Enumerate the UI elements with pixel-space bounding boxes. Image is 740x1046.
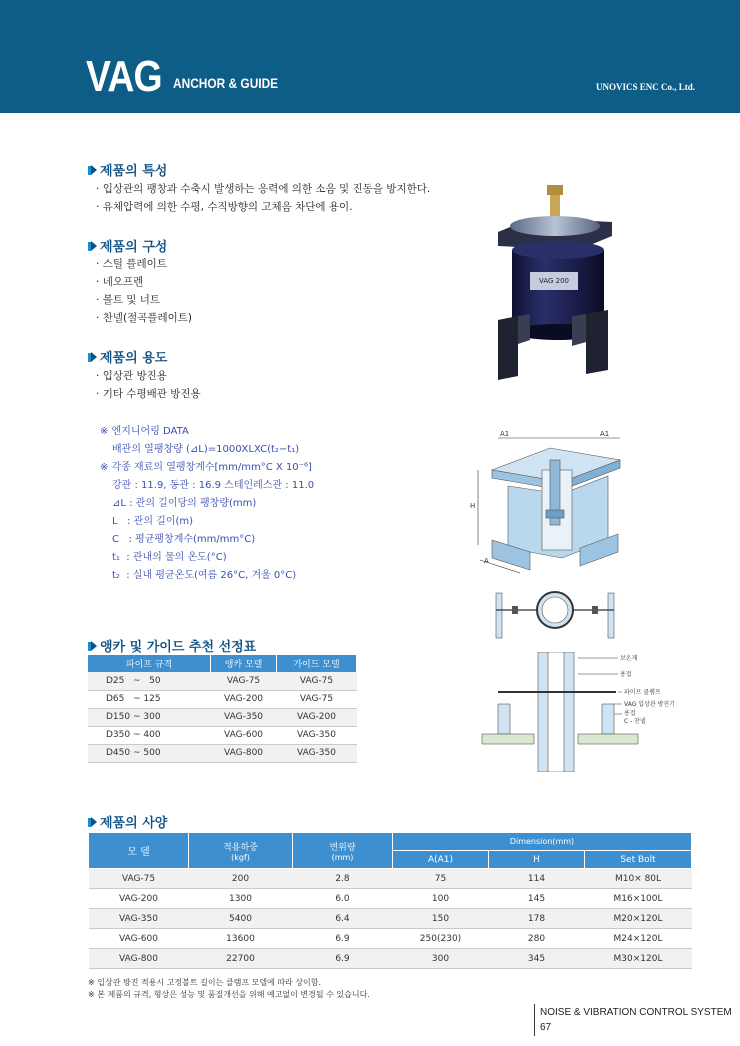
section-arrow-icon	[88, 164, 97, 176]
cell: VAG-75	[276, 690, 356, 708]
table-row	[88, 708, 357, 726]
spec-heading-text: 제품의 사양	[100, 816, 168, 831]
cell: VAG-350	[89, 909, 189, 929]
cell: 6.4	[293, 909, 393, 929]
eng-line: t₁ : 관내의 물의 온도(°C)	[112, 552, 227, 563]
selection-table	[88, 655, 357, 763]
disp-unit: (mm)	[331, 852, 354, 862]
cell: VAG-200	[276, 708, 356, 726]
composition-heading-text: 제품의 구성	[100, 240, 168, 255]
load-header: 적용하중	[223, 842, 258, 853]
cell: 150	[393, 909, 489, 929]
usage-heading	[88, 347, 167, 366]
eng-line: C : 평균팽창계수(mm/mm°C)	[112, 534, 256, 545]
usage-list	[96, 367, 201, 403]
cell: 145	[489, 889, 585, 909]
cell: 300	[393, 949, 489, 969]
cell: VAG-75	[89, 869, 189, 889]
page-title: VAG	[86, 52, 162, 101]
eng-line: L : 관의 길이(m)	[112, 516, 194, 527]
list-item: · 유체압력에 의한 수평, 수직방향의 고체음 차단에 용이.	[96, 198, 430, 216]
section-arrow-icon	[88, 816, 97, 828]
channel-leg-icon	[498, 316, 518, 380]
cell: M24×120L	[585, 929, 692, 949]
cell: 6.0	[293, 889, 393, 909]
eng-line: 배관의 열팽창량 (⊿L)=1000XLXC(t₂−t₁)	[112, 444, 300, 455]
cell: M10× 80L	[585, 869, 692, 889]
diagram-label: C - 찬넬	[624, 718, 646, 725]
cell: D25 ~ 50	[88, 672, 211, 690]
cell: VAG-600	[211, 726, 277, 744]
list-item: · 기타 수평배관 방진용	[96, 385, 201, 403]
engineering-data	[100, 423, 314, 585]
column-header	[293, 833, 393, 869]
eng-line: 강관 : 11.9, 동관 : 16.9 스테인레스관 : 11.0	[112, 480, 315, 491]
column-header: 앵카 모델	[211, 655, 277, 672]
cell: M30×120L	[585, 949, 692, 969]
page-number: 67	[540, 1022, 552, 1033]
cell: VAG-600	[89, 929, 189, 949]
column-header: H	[489, 851, 585, 869]
eng-line: t₂ : 실내 평균온도(여름 26°C, 겨울 0°C)	[112, 570, 297, 581]
cell: 22700	[189, 949, 293, 969]
composition-list	[96, 255, 192, 327]
eng-line: ⊿L : 관의 길이당의 팽창량(mm)	[112, 498, 257, 509]
note-line: ※ 입상관 방진 적용시 고정볼트 길이는 클램프 모델에 따라 상이함.	[88, 978, 322, 987]
cell: 345	[489, 949, 585, 969]
diagram-label: VAG 입상관 방진기	[624, 701, 675, 708]
table-row	[88, 744, 357, 762]
cell: D450 ~ 500	[88, 744, 211, 762]
list-item: · 스틸 플레이트	[96, 255, 192, 273]
dim-h: H	[470, 502, 476, 510]
features-list	[96, 180, 430, 216]
cutaway-diagram	[470, 430, 640, 575]
cell: 200	[189, 869, 293, 889]
list-item: · 찬넬(절곡플레이트)	[96, 309, 192, 327]
table-row	[88, 726, 357, 744]
cell: 5400	[189, 909, 293, 929]
slab-icon	[578, 734, 638, 744]
column-header: Set Bolt	[585, 851, 692, 869]
notes	[88, 977, 370, 1001]
column-header: 파이프 규격	[88, 655, 211, 672]
diagram-label: 용접	[624, 710, 636, 717]
product-photo	[490, 180, 620, 380]
bolt-head-icon	[547, 185, 563, 195]
load-unit: (kgf)	[231, 852, 250, 862]
cell: VAG-75	[276, 672, 356, 690]
disp-header: 변위량	[329, 842, 356, 853]
cell: D350 ~ 400	[88, 726, 211, 744]
cell: 6.9	[293, 929, 393, 949]
cell: VAG-350	[276, 744, 356, 762]
dim-a1-left: A1	[500, 430, 510, 438]
header-banner	[0, 0, 740, 113]
list-item: · 볼트 및 너트	[96, 291, 192, 309]
installation-diagram	[478, 652, 708, 772]
table-row	[88, 672, 357, 690]
cell: 114	[489, 869, 585, 889]
cell: VAG-200	[89, 889, 189, 909]
table-row	[89, 949, 692, 969]
cell: 2.8	[293, 869, 393, 889]
page-subtitle: ANCHOR & GUIDE	[173, 75, 279, 91]
table-row	[88, 690, 357, 708]
cell: 75	[393, 869, 489, 889]
cell: VAG-350	[211, 708, 277, 726]
spec-heading	[88, 812, 167, 831]
cell: M20×120L	[585, 909, 692, 929]
cell: 13600	[189, 929, 293, 949]
column-header	[189, 833, 293, 869]
selection-heading-text: 앵카 및 가이드 추천 선정표	[100, 640, 257, 655]
table-row	[89, 929, 692, 949]
dim-a: A	[484, 557, 489, 565]
company-name: UNOVICS ENC Co., Ltd.	[595, 82, 695, 92]
footer-system: NOISE & VIBRATION CONTROL SYSTEM	[540, 1007, 732, 1018]
section-arrow-icon	[88, 640, 97, 652]
diagram-label: 용접	[620, 671, 632, 678]
cell: VAG-350	[276, 726, 356, 744]
diagram-label: 파이프 클램프	[624, 689, 661, 696]
cell: M16×100L	[585, 889, 692, 909]
features-heading-text: 제품의 특성	[100, 164, 168, 179]
cell: D65 ~ 125	[88, 690, 211, 708]
column-header: 모 델	[89, 833, 189, 869]
note-line: ※ 본 제품의 규격, 형상은 성능 및 품질개선을 위해 예고없이 변경될 수 있습니다.	[88, 990, 370, 999]
list-item: · 입상관의 팽창과 수축시 발생하는 응력에 의한 소음 및 진동을 방지한다.	[96, 180, 430, 198]
usage-heading-text: 제품의 용도	[100, 351, 168, 366]
column-header: A(A1)	[393, 851, 489, 869]
column-header: Dimension(mm)	[393, 833, 692, 851]
cell: 280	[489, 929, 585, 949]
plate-disc-icon	[510, 216, 600, 236]
features-heading	[88, 160, 167, 179]
slab-icon	[482, 734, 534, 744]
cell: 100	[393, 889, 489, 909]
list-item: · 네오프렌	[96, 273, 192, 291]
column-header: 가이드 모델	[276, 655, 356, 672]
dim-a1-right: A1	[600, 430, 610, 438]
table-row	[89, 889, 692, 909]
cell: VAG-200	[211, 690, 277, 708]
section-arrow-icon	[88, 351, 97, 363]
table-row	[89, 909, 692, 929]
diagram-label: 보온재	[620, 655, 638, 662]
top-view-diagram	[490, 588, 620, 640]
cell: VAG-75	[211, 672, 277, 690]
footer-divider	[534, 1004, 535, 1036]
channel-leg-icon	[586, 310, 608, 374]
list-item: · 입상관 방진용	[96, 367, 201, 385]
cell: 1300	[189, 889, 293, 909]
table-row	[89, 869, 692, 889]
cell: 6.9	[293, 949, 393, 969]
cell: 250(230)	[393, 929, 489, 949]
cell: VAG-800	[211, 744, 277, 762]
product-label-text: VAG 200	[538, 277, 570, 285]
composition-heading	[88, 236, 167, 255]
section-arrow-icon	[88, 240, 97, 252]
eng-line: ※ 각종 재료의 열팽창계수[mm/mm°C X 10⁻⁶]	[100, 462, 312, 473]
selection-heading	[88, 636, 256, 655]
cell: 178	[489, 909, 585, 929]
eng-line: ※ 엔지니어링 DATA	[100, 426, 189, 437]
cell: D150 ~ 300	[88, 708, 211, 726]
spec-table	[88, 832, 692, 969]
cell: VAG-800	[89, 949, 189, 969]
